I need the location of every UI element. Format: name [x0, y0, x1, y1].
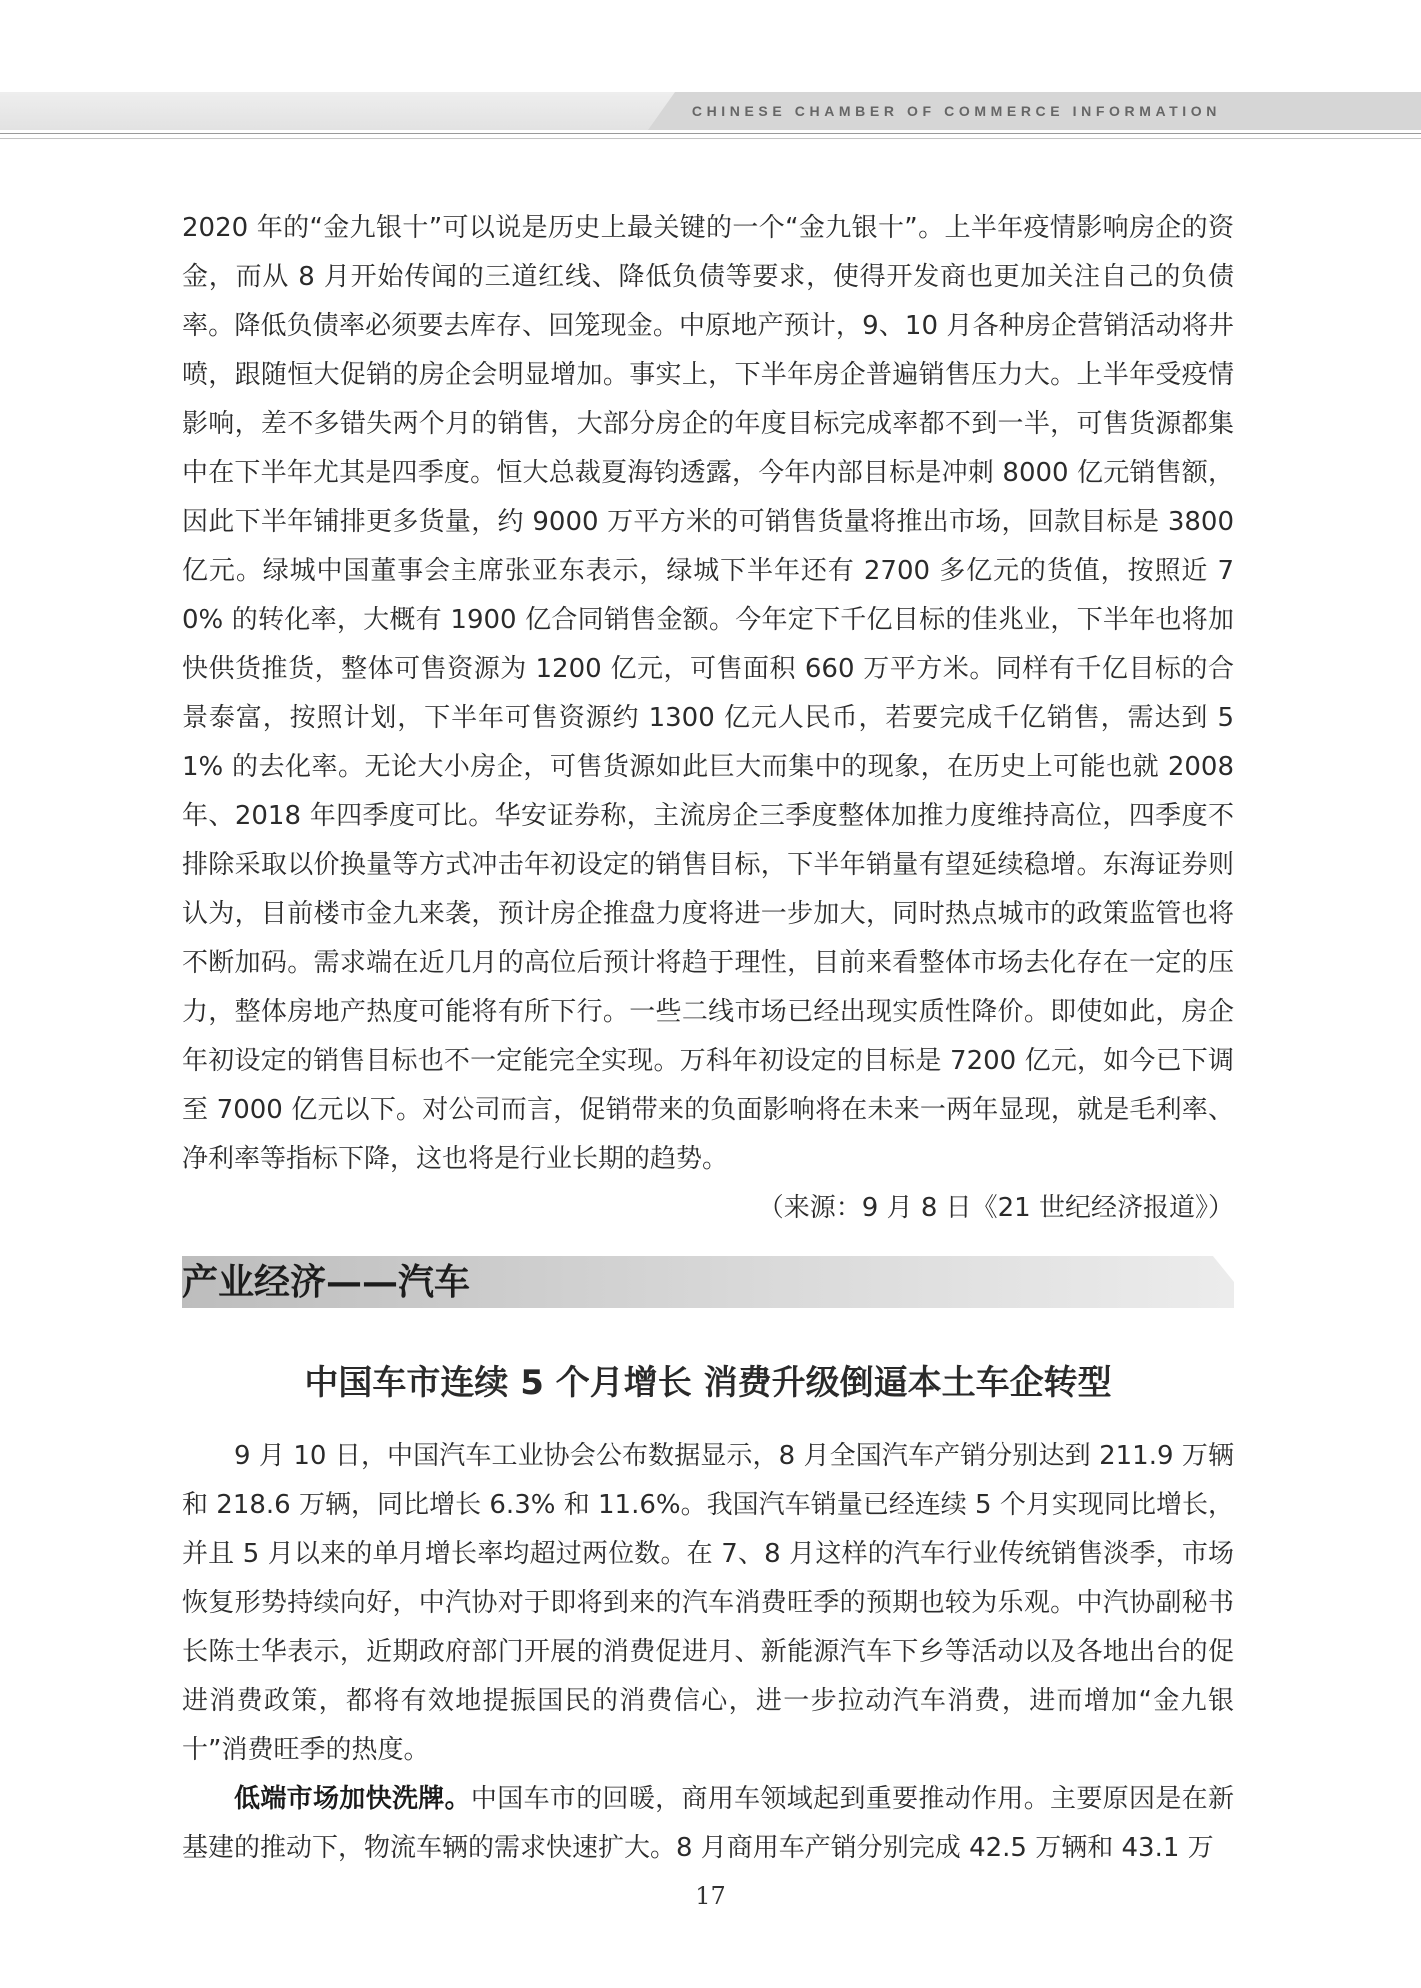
header-tab — [0, 92, 675, 130]
article-paragraph: 9 月 10 日，中国汽车工业协会公布数据显示，8 月全国汽车产销分别达到 211.9 万辆和 218.6 万辆，同比增长 6.3% 和 11.6%。我国汽车销量已经连续 5 个月实现同比增长，并且 5 月以来的单月增长率均超过两位数。在 7、8 月这样的汽车行业传统销售淡季，市场恢复形势持续向好，中汽协对于即将到来的汽车消费旺季的预期也较为乐观。中汽协副秘书长陈士华表示，近期政府部门开展的消费促进月、新能源汽车下乡等活动以及各地出台的促进消费政策，都将有效地提振国民的消费信心，进一步拉动汽车消费，进而增加“金九银十”消费旺季的热度。 — [182, 1441, 1234, 1765]
paragraph-lead: 低端市场加快洗牌。 — [234, 1784, 471, 1814]
source-citation: （来源：9 月 8 日《21 世纪经济报道》） — [757, 1193, 1234, 1223]
article-body — [182, 204, 1234, 1233]
paragraph-text: 中国车市的回暖，商用车领域起到重要推动作用。主要原因是在新基建的推动下，物流车辆的需求快速扩大。8 月商用车产销分别完成 42.5 万辆和 43.1 万 — [182, 1784, 1234, 1863]
header-rule-thin — [0, 138, 1421, 139]
article-title: 中国车市连续 5 个月增长 消费升级倒逼本土车企转型 — [304, 1363, 1112, 1403]
article-paragraph-2 — [182, 1775, 1234, 1873]
article-paragraph: 2020 年的“金九银十”可以说是历史上最关键的一个“金九银十”。上半年疫情影响房企的资金，而从 8 月开始传闻的三道红线、降低负债等要求，使得开发商也更加关注自己的负债率。降低负债率必须要去库存、回笼现金。中原地产预计，9、10 月各种房企营销活动将井喷，跟随恒大促销的房企会明显增加。事实上，下半年房企普遍销售压力大。上半年受疫情影响，差不多错失两个月的销售，大部分房企的年度目标完成率都不到一半，可售货源都集中在下半年尤其是四季度。恒大总裁夏海钧透露，今年内部目标是冲刺 8000 亿元销售额，因此下半年铺排更多货量，约 9000 万平方米的可销售货量将推出市场，回款目标是 3800 亿元。绿城中国董事会主席张亚东表示，绿城下半年还有 2700 多亿元的货值，按照近 70% 的转化率，大概有 1900 亿合同销售金额。今年定下千亿目标的佳兆业，下半年也将加快供货推货，整体可售资源为 1200 亿元，可售面积 660 万平方米。同样有千亿目标的合景泰富，按照计划，下半年可售资源约 1300 亿元人民币，若要完成千亿销售，需达到 51% 的去化率。无论大小房企，可售货源如此巨大而集中的现象，在历史上可能也就 2008 年、2018 年四季度可比。华安证券称，主流房企三季度整体加推力度维持高位，四季度不排除采取以价换量等方式冲击年初设定的销售目标，下半年销量有望延续稳增。东海证券则认为，目前楼市金九来袭，预计房企推盘力度将进一步加大，同时热点城市的政策监管也将不断加码。需求端在近几月的高位后预计将趋于理性，目前来看整体市场去化存在一定的压力，整体房地产热度可能将有所下行。一些二线市场已经出现实质性降价。即使如此，房企年初设定的销售目标也不一定能完全实现。万科年初设定的目标是 7200 亿元，如今已下调至 7000 亿元以下。对公司而言，促销带来的负面影响将在未来一两年显现，就是毛利率、净利率等指标下降，这也将是行业长期的趋势。 — [182, 213, 1234, 1174]
header-rule — [0, 133, 1421, 134]
section-heading: 产业经济——汽车 — [182, 1261, 471, 1303]
article-body-2 — [182, 1432, 1234, 1873]
page-number: 17 — [695, 1882, 726, 1910]
running-header: CHINESE CHAMBER OF COMMERCE INFORMATION — [691, 103, 1221, 119]
